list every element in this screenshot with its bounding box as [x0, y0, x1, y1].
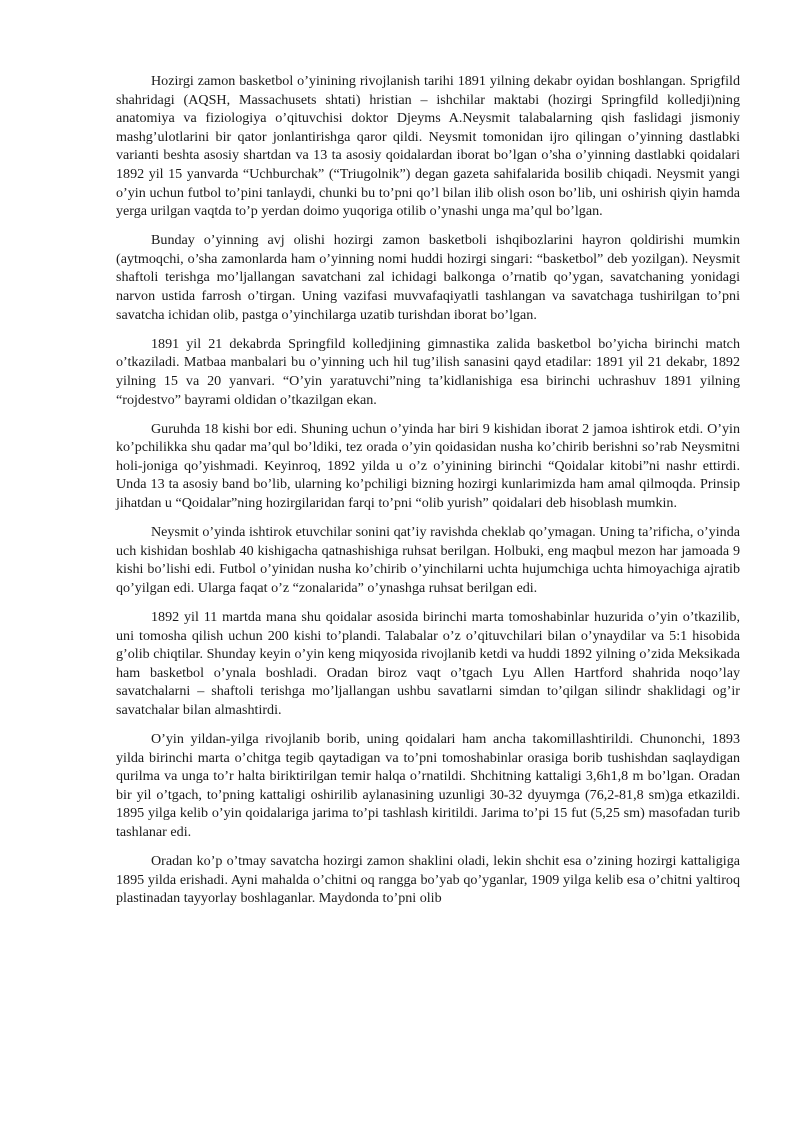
paragraph-6: 1892 yil 11 martda mana shu qoidalar asosida birinchi marta tomoshabinlar huzurida o’yin o’tkazilib, uni tomosha qilish uchun 200 kishi to’plandi. Talabalar o’z o’qituvchilari bilan o’ynaydilar va 5:1 hisobida g’olib chiqtilar. Shunday keyin o’yin keng miqyosida rivojlanib ketdi va huddi 1892 yilning o’zida Meksikada ham basketbol o’ynala boshladi. Oradan biroz vaqt o’tgach Lyu Allen Hartford shahrida noqo’lay savatchalarni – shaftoli terishga mo’ljallangan ushbu savatlarni simdan to’qilgan silindr shaklidagi og’ir savatchalar bilan almashtirdi.: [116, 608, 740, 718]
document-body: [116, 72, 740, 918]
paragraph-2: Bunday o’yinning avj olishi hozirgi zamon basketboli ishqibozlarini hayron qoldirishi mumkin (aytmoqchi, o’sha zamonlarda ham o’yinning nomi huddi hozirgi singari: “basketbol” deb yozilgan). Neysmit shaftoli terishga mo’ljallangan savatchani zal ichidagi balkonga o’rnatib qo’ygan, savatchaning yonidagi narvon ustida farrosh o’tirgan. Uning vazifasi muvvafaqiyatli tashlangan va savatchaga tushirilgan to’pni savatcha ichidan olib, pastga o’yinchilarga uzatib turishdan iborat bo’lgan.: [116, 232, 740, 323]
paragraph-1: Hozirgi zamon basketbol o’yinining rivojlanish tarihi 1891 yilning dekabr oyidan boshlangan. Sprigfild shahridagi (AQSH, Massachusets shtati) hristian – ishchilar maktabi (hozirgi Springfild kolledji)ning anatomiya va fiziologiya o’qituvchisi doktor Djeyms A.Neysmit talabalarning qish faslidagi jismoniy mashg’ulotlarini bir qator jonlantirishga qaror qildi. Neysmit tomonidan ijro qilingan o’yinning dastlabki varianti beshta asosiy shartdan va 13 ta asosiy qoidalardan iborat bo’lgan o’sha o’yinning dastlabki qoidalari 1892 yil 15 yanvarda “Uchburchak” (“Triugolnik”) degan gazeta sahifalarida bosilib chiqadi. Neysmit yangi o’yin uchun futbol to’pini tanlaydi, chunki bu to’pni qo’l bilan ilib olish oson bo’lib, uni oshirish qiyin hamda yerga urilgan vaqtda to’p yerdan doimo yuqoriga otilib o’ynashi unga ma’qul bo’lgan.: [116, 73, 740, 220]
paragraph-7: O’yin yildan-yilga rivojlanib borib, uning qoidalari ham ancha takomillashtirildi. Chunonchi, 1893 yilda birinchi marta o’chitga tegib qaytadigan va to’pni tomoshabinlar orasiga borib tushishdan saqlaydigan qurilma va unga to’r halta biriktirilgan temir halqa o’rnatildi. Shchitning kattaligi 3,6h1,8 m bo’lgan. Oradan bir yil o’tgach, to’pning kattaligi oshirilib aylanasining uzunligi 30-32 dyuymga (76,2-81,8 sm)ga etkazildi. 1895 yilga kelib o’yin qoidalariga jarima to’pi tashlash kiritildi. Jarima to’pi 15 fut (5,25 sm) masofadan turib tashlanar edi.: [116, 731, 740, 840]
paragraph-3: 1891 yil 21 dekabrda Springfild kolledjining gimnastika zalida basketbol bo’yicha birinchi match o’tkaziladi. Matbaa manbalari bu o’yinning uch hil tug’ilish sanasini qayd etadilar: 1891 yil 21 dekabr, 1892 yilning 15 va 20 yanvari. “O’yin yaratuvchi”ning ta’kidlanishiga esa birinchi uchrashuv 1891 yilning “rojdestvo” bayrami oldidan o’tkazilgan ekan.: [116, 335, 740, 408]
paragraph-4: Guruhda 18 kishi bor edi. Shuning uchun o’yinda har biri 9 kishidan iborat 2 jamoa ishtirok etdi. O’yin ko’pchilikka shu qadar ma’qul bo’ldiki, tez orada o’yin qoidasidan nusha ko’chirib berishni so’rab Neysmitni holi-joniga qo’yishmadi. Keyinroq, 1892 yilda u o’z o’yinining birinchi “Qoidalar kitobi”ni nashr ettirdi. Unda 13 ta asosiy band bo’lib, ularning ko’pchiligi bizning hozirgi kunlarimizda ham amal qilmoqda. Prinsip jihatdan u “Qoidalar”ning hozirgilaridan farqi to’pni “olib yurish” qoidalari deb hisoblash mumkin.: [116, 420, 740, 511]
paragraph-5: Neysmit o’yinda ishtirok etuvchilar sonini qat’iy ravishda cheklab qo’ymagan. Uning ta’rificha, o’yinda uch kishidan boshlab 40 kishigacha qatnashishiga ruhsat berilgan. Holbuki, eng maqbul mezon har jamoada 9 kishi bo’lishi edi. Futbol o’yinidan nusha ko’chirib o’yinchilarni uchta hujumchiga uchta himoyachiga ajratib qo’yilgan edi. Ularga faqat o’z “zonalarida” o’ynashga ruhsat berilgan edi.: [116, 524, 740, 596]
paragraph-8: Oradan ko’p o’tmay savatcha hozirgi zamon shaklini oladi, lekin shchit esa o’zining hozirgi kattaligiga 1895 yilda erishadi. Ayni mahalda o’chitni oq rangga bo’yab qo’yganlar, 1909 yilga kelib esa o’chitni yaltiroq plastinadan tayyorlay boshlaganlar. Maydonda to’pni olib: [116, 853, 740, 907]
